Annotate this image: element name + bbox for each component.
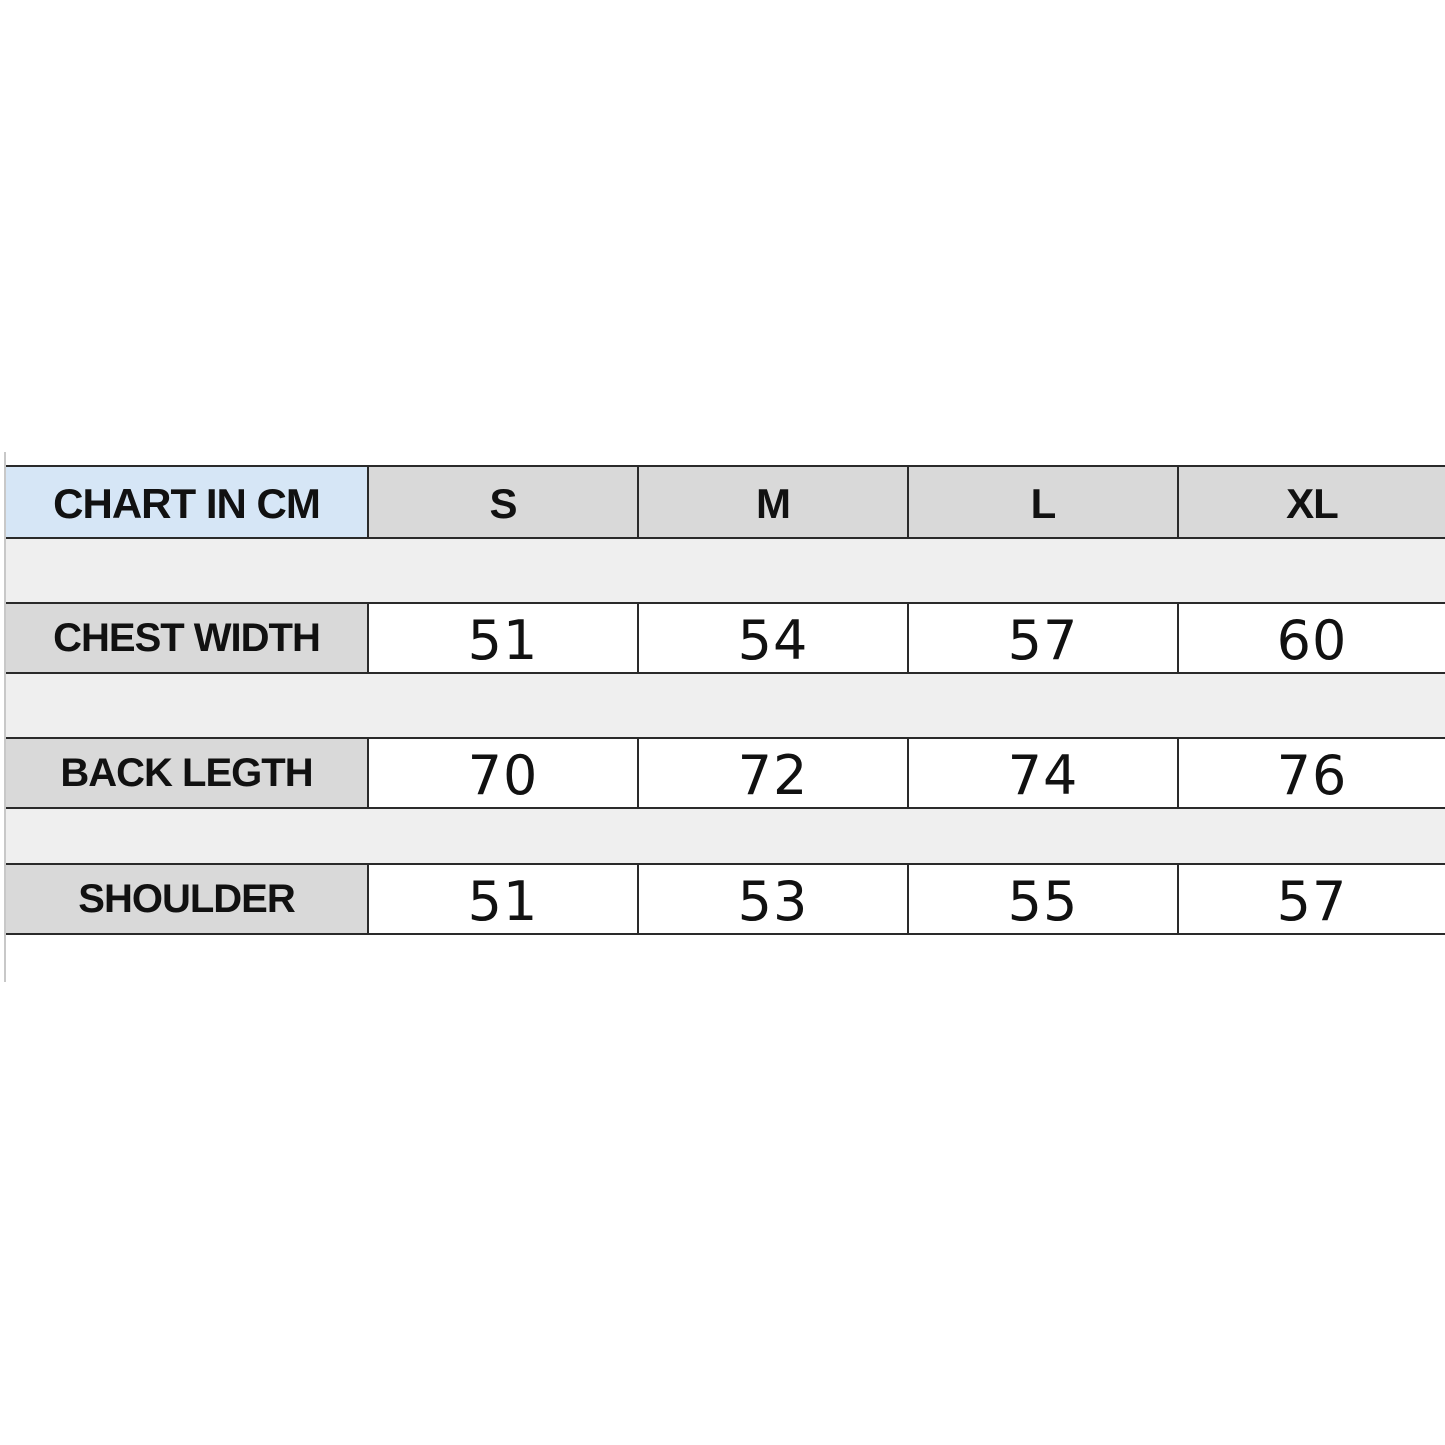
size-header-l: L	[909, 467, 1179, 537]
row-spacer	[6, 672, 1445, 739]
cell-value: 57	[909, 604, 1179, 672]
cell-value: 72	[639, 739, 909, 807]
cell-value: 57	[1276, 869, 1348, 933]
size-header-s: S	[369, 467, 639, 537]
row-spacer	[6, 537, 1445, 604]
cell-value: 54	[639, 604, 909, 672]
table-header-row	[6, 467, 1445, 537]
size-chart-table	[6, 465, 1445, 935]
row-spacer	[6, 807, 1445, 865]
row-label: BACK LEGTH	[6, 739, 369, 807]
table-row	[6, 739, 1445, 807]
cell-value: 74	[909, 739, 1179, 807]
cell-value: 55	[909, 865, 1179, 933]
cell-value: 51	[369, 865, 639, 933]
size-header-xl: XL	[1286, 480, 1338, 527]
cell-value: 51	[369, 604, 639, 672]
size-header-m: M	[639, 467, 909, 537]
row-label: CHEST WIDTH	[6, 604, 369, 672]
cell-value: 76	[1276, 743, 1348, 807]
cell-value: 60	[1276, 608, 1348, 672]
cell-value: 70	[369, 739, 639, 807]
corner-label: CHART IN CM	[6, 467, 369, 537]
table-row	[6, 604, 1445, 672]
row-label: SHOULDER	[6, 865, 369, 933]
cell-value: 53	[639, 865, 909, 933]
table-row	[6, 865, 1445, 933]
